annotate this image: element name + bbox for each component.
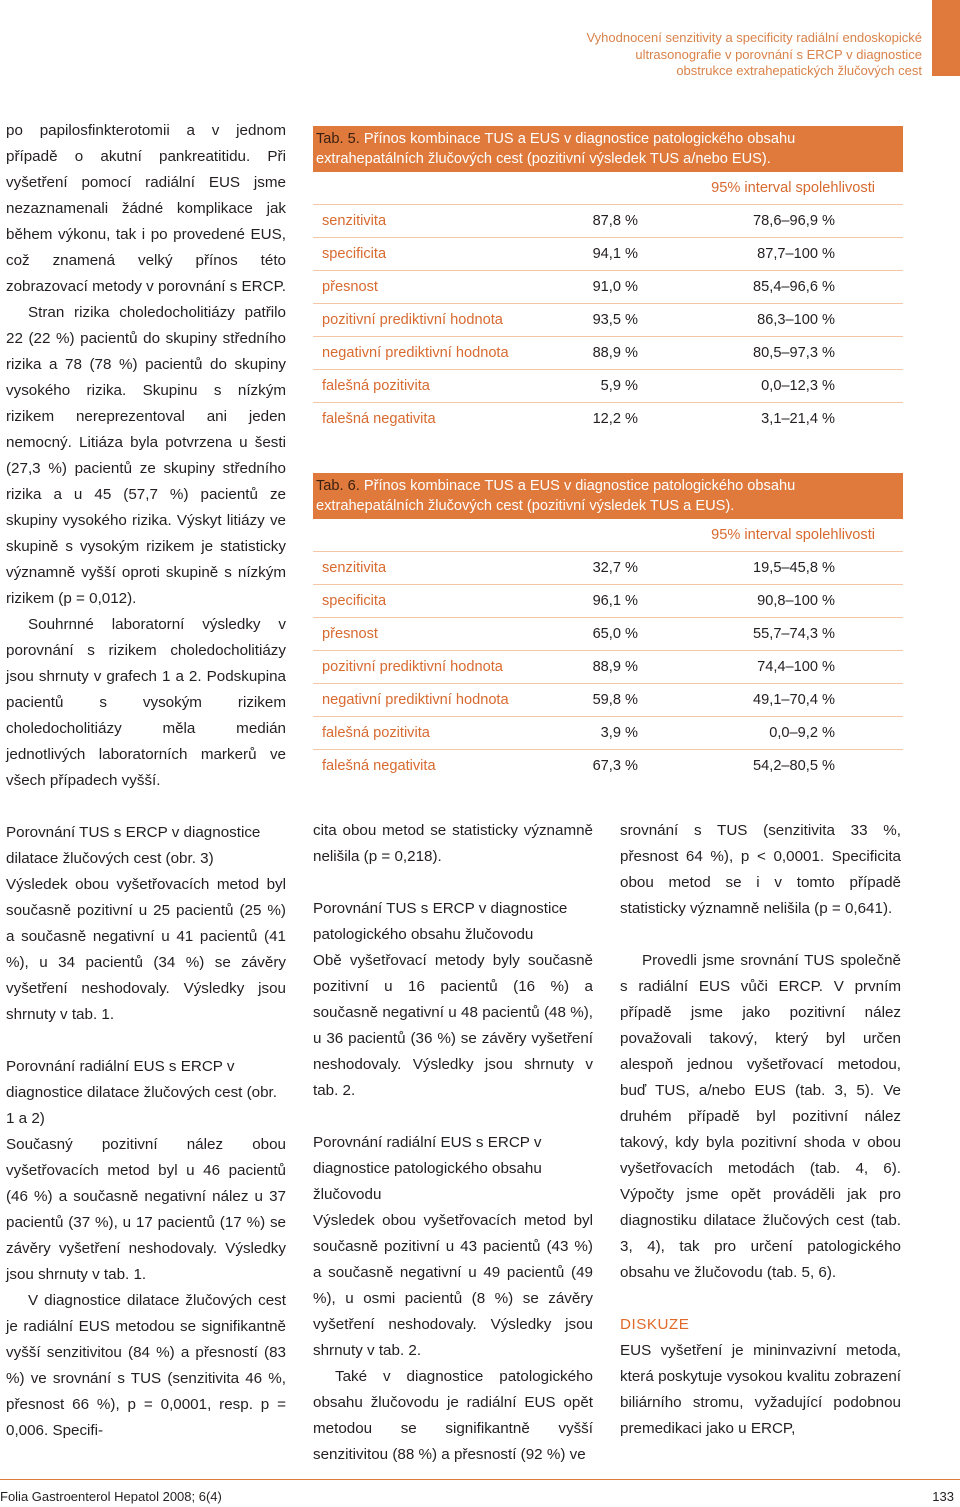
header-accent-bar	[932, 0, 960, 76]
row-label: negativní prediktivní hodnota	[322, 692, 509, 708]
table-row	[313, 651, 903, 684]
row-value: 93,5 %	[592, 312, 638, 328]
table-row	[313, 304, 903, 337]
section-heading: Porovnání TUS s ERCP v diagnostice patologického obsahu žlučovodu	[313, 900, 568, 943]
row-value: 5,9 %	[600, 378, 638, 394]
row-value: 91,0 %	[592, 279, 638, 295]
row-value: 88,9 %	[592, 659, 638, 675]
table-row	[313, 585, 903, 618]
row-value: 88,9 %	[592, 345, 638, 361]
section-heading: Porovnání radiální EUS s ERCP v diagnostice dilatace žlučových cest (obr. 1 a 2)	[6, 1058, 277, 1127]
paragraph: Souhrnné laboratorní výsledky v porovnání s rizikem choledocholitiázy jsou shrnuty v grafech 1 a 2. Podskupina pacientů s vysokým rizikem choledocholitiázy měla medián jednotlivých laboratorních markerů ve všech případech vyšší.	[6, 616, 286, 789]
row-ci: 74,4–100 %	[757, 659, 835, 675]
row-value: 12,2 %	[592, 411, 638, 427]
table-row	[313, 552, 903, 585]
row-label: falešná negativita	[322, 758, 436, 774]
running-head-line: Vyhodnocení senzitivity a specificity radiální endoskopické	[586, 30, 922, 45]
ci-column-header: 95% interval spolehlivosti	[313, 172, 903, 205]
section-heading-diskuze: DISKUZE	[620, 1316, 690, 1333]
row-value: 94,1 %	[592, 246, 638, 262]
row-value: 67,3 %	[592, 758, 638, 774]
row-ci: 54,2–80,5 %	[753, 758, 835, 774]
table-6	[313, 473, 903, 782]
table-row	[313, 717, 903, 750]
row-value: 65,0 %	[592, 626, 638, 642]
right-column	[620, 818, 901, 1442]
table-row	[313, 271, 903, 304]
table-row	[313, 684, 903, 717]
table-row	[313, 370, 903, 403]
table-body	[313, 205, 903, 435]
row-label: pozitivní prediktivní hodnota	[322, 312, 503, 328]
row-ci: 78,6–96,9 %	[753, 213, 835, 229]
row-ci: 86,3–100 %	[757, 312, 835, 328]
row-label: falešná pozitivita	[322, 378, 430, 394]
running-head-line: ultrasonografie v porovnání s ERCP v diagnostice	[635, 46, 922, 62]
row-value: 3,9 %	[600, 725, 638, 741]
paragraph: Současný pozitivní nález obou vyšetřovacích metod byl u 46 pacientů (46 %) a současně negativní nález u 37 pacientů (37 %), u 17 pacientů (17 %) se závěry vyšetření neshodovaly. Výsledky jsou shrnuty v tab. 1.	[6, 1136, 286, 1283]
table-body	[313, 552, 903, 782]
table-caption	[313, 473, 903, 519]
row-label: pozitivní prediktivní hodnota	[322, 659, 503, 675]
section-heading: Porovnání TUS s ERCP v diagnostice dilatace žlučových cest (obr. 3)	[6, 824, 261, 867]
row-value: 96,1 %	[592, 593, 638, 609]
row-label: senzitivita	[322, 213, 387, 229]
paragraph: cita obou metod se statisticky významně nelišila (p = 0,218).	[313, 822, 593, 865]
row-ci: 3,1–21,4 %	[761, 411, 835, 427]
ci-column-header: 95% interval spolehlivosti	[313, 519, 903, 552]
row-ci: 90,8–100 %	[757, 593, 835, 609]
table-row	[313, 618, 903, 651]
paragraph: srovnání s TUS (senzitivita 33 %, přesnost 64 %), p < 0,0001. Specificita obou metod se i v tomto případě statisticky významně nelišila (p = 0,641).	[620, 822, 901, 917]
row-label: přesnost	[322, 279, 378, 295]
row-label: specificita	[322, 593, 387, 609]
row-value: 32,7 %	[592, 560, 638, 576]
section-heading: Porovnání radiální EUS s ERCP v diagnostice patologického obsahu žlučovodu	[313, 1134, 542, 1203]
table-caption-text: Přínos kombinace TUS a EUS v diagnostice patologického obsahu extrahepatálních žlučových cest (pozitivní výsledek TUS a EUS).	[316, 478, 796, 514]
row-ci: 85,4–96,6 %	[753, 279, 835, 295]
left-column	[6, 118, 286, 1444]
row-ci: 0,0–12,3 %	[761, 378, 835, 394]
paragraph: Obě vyšetřovací metody byly současně pozitivní u 16 pacientů (16 %) a současně negativní u 48 pacientů (48 %), u 36 pacientů (36 %) se závěry vyšetření neshodovaly. Výsledky jsou shrnuty v tab. 2.	[313, 952, 593, 1099]
row-label: specificita	[322, 246, 387, 262]
row-value: 59,8 %	[592, 692, 638, 708]
row-ci: 80,5–97,3 %	[753, 345, 835, 361]
table-caption-text: Přínos kombinace TUS a EUS v diagnostice patologického obsahu extrahepatálních žlučových cest (pozitivní výsledek TUS a/nebo EUS).	[316, 131, 796, 167]
paragraph: Provedli jsme srovnání TUS společně s radiální EUS vůči ERCP. V prvním případě jsme jako pozitivní nález považovali takový, který byl určen alespoň jednou vyšetřovací metodou, buď TUS, a/nebo EUS (tab. 3, 5). Ve druhém případě byl pozitivní nález takový, kdy byla pozitivní shoda v obou vyšetřovacích metodách (tab. 4, 6). Výpočty jsme opět prováděli jak pro diagnostiku dilatace žlučových cest (tab. 3, 4), tak pro určení patologického obsahu ve žlučovodu (tab. 5, 6).	[620, 952, 901, 1281]
table-number: Tab. 6.	[316, 478, 360, 494]
running-head-line: obstrukce extrahepatických žlučových cest	[676, 63, 922, 78]
page-number: 133	[932, 1489, 954, 1504]
paragraph: po papilosfinkterotomii a v jednom případě o akutní pankreatitidu. Při vyšetření pomocí radiální EUS jsme nezaznamenali žádné komplikace jak během výkonu, tak i po provedené EUS, což znamená velký přínos této zobrazovací metody v porovnání s ERCP.	[6, 122, 286, 295]
row-value: 87,8 %	[592, 213, 638, 229]
footer-rule	[0, 1479, 960, 1480]
paragraph: Výsledek obou vyšetřovacích metod byl současně pozitivní u 25 pacientů (25 %) a současně negativní u 41 pacientů (41 %), u 34 pacientů (34 %) se závěry vyšetření neshodovaly. Výsledky jsou shrnuty v tab. 1.	[6, 876, 286, 1023]
table-row	[313, 750, 903, 782]
row-label: přesnost	[322, 626, 378, 642]
paragraph: Výsledek obou vyšetřovacích metod byl současně pozitivní u 43 pacientů (43 %) a současně negativní u 49 pacientů (49 %), u osmi pacientů (8 %) se závěry vyšetření neshodovaly. Výsledky jsou shrnuty v tab. 2.	[313, 1212, 593, 1359]
table-row	[313, 403, 903, 435]
paragraph: EUS vyšetření je mininvazivní metoda, která poskytuje vysokou kvalitu zobrazení biliárního stromu, vyžadující podobnou premedikaci jako u ERCP,	[620, 1342, 901, 1437]
row-label: senzitivita	[322, 560, 387, 576]
row-ci: 0,0–9,2 %	[769, 725, 835, 741]
paragraph: Stran rizika choledocholitiázy patřilo 22 (22 %) pacientů do skupiny středního rizika a 78 (78 %) pacientů do skupiny vysokého rizika. Skupinu s nízkým rizikem nereprezentoval ani jeden nemocný. Litiáza byla potvrzena u šesti (27,3 %) pacientů ze skupiny středního rizika a u 45 (57,7 %) pacientů ze skupiny vysokého rizika. Výskyt litiázy ve skupině s vysokým rizikem je statisticky významně vyšší oproti skupině s nízkým rizikem (p = 0,012).	[6, 304, 286, 607]
row-ci: 19,5–45,8 %	[753, 560, 835, 576]
journal-citation: Folia Gastroenterol Hepatol 2008; 6(4)	[0, 1489, 222, 1504]
row-label: falešná negativita	[322, 411, 436, 427]
paragraph: V diagnostice dilatace žlučových cest je radiální EUS metodou se signifikantně vyšší senzitivitou (84 %) a přesností (83 %) ve srovnání s TUS (senzitivita 46 %, přesnost 66 %), p = 0,0001, resp. p = 0,006. Specifi-	[6, 1292, 286, 1439]
middle-column	[313, 818, 593, 1468]
table-row	[313, 238, 903, 271]
table-caption	[313, 126, 903, 172]
row-label: negativní prediktivní hodnota	[322, 345, 509, 361]
table-number: Tab. 5.	[316, 131, 360, 147]
table-row	[313, 337, 903, 370]
row-ci: 87,7–100 %	[757, 246, 835, 262]
paragraph: Také v diagnostice patologického obsahu žlučovodu je radiální EUS opět metodou se signifikantně vyšší senzitivitou (88 %) a přesností (92 %) ve	[313, 1368, 593, 1463]
table-row	[313, 205, 903, 238]
table-5	[313, 126, 903, 435]
running-head	[462, 30, 922, 80]
row-label: falešná pozitivita	[322, 725, 430, 741]
row-ci: 55,7–74,3 %	[753, 626, 835, 642]
row-ci: 49,1–70,4 %	[753, 692, 835, 708]
